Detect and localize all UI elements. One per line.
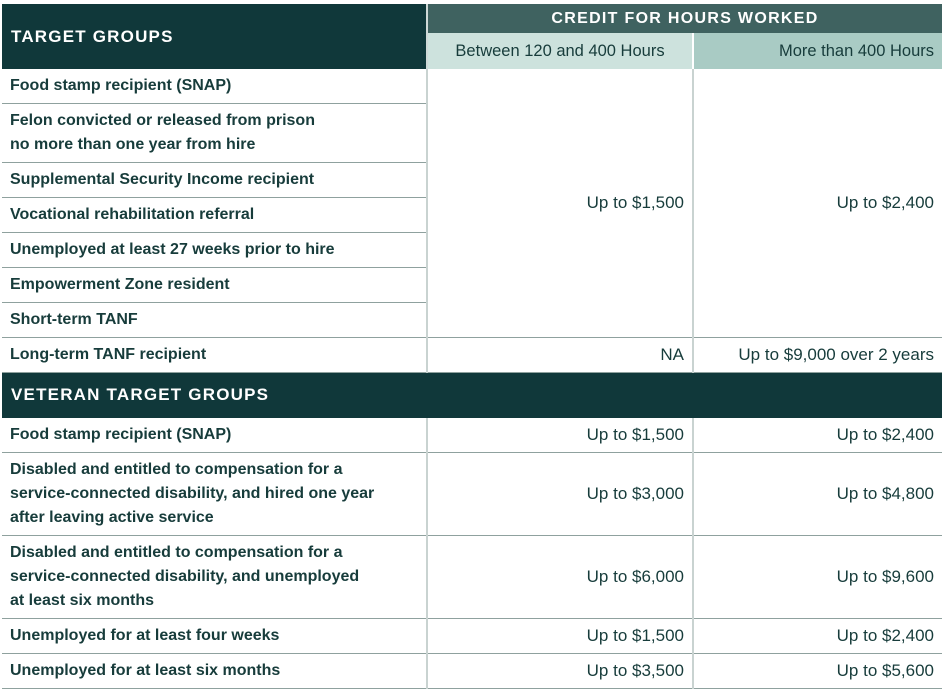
table-row: [2, 338, 942, 373]
row-label: Supplemental Security Income recipient: [2, 163, 427, 198]
value-more: Up to $4,800: [693, 452, 942, 535]
row-label: Empowerment Zone resident: [2, 268, 427, 303]
value-between: Up to $3,500: [427, 653, 693, 688]
row-label-line: Disabled and entitled to compensation for a: [10, 543, 343, 561]
row-label-line: after leaving active service: [10, 508, 214, 526]
table-row: [2, 418, 942, 453]
row-label: [2, 452, 427, 535]
row-label: Short-term TANF: [2, 303, 427, 338]
value-more: Up to $5,600: [693, 653, 942, 688]
value-between: Up to $3,000: [427, 452, 693, 535]
value-between: Up to $6,000: [427, 535, 693, 618]
row-label: Food stamp recipient (SNAP): [2, 69, 427, 104]
value-between: Up to $1,500: [427, 418, 693, 453]
row-label: Unemployed for at least six months: [2, 653, 427, 688]
row-label-line: service-connected disability, and unemployed: [10, 567, 360, 585]
value-more: Up to $2,400: [693, 418, 942, 453]
value-more: Up to $9,000 over 2 years: [693, 338, 942, 373]
value-between: Up to $1,500: [427, 618, 693, 653]
row-label-line: service-connected disability, and hired one year: [10, 484, 375, 502]
row-label: [2, 535, 427, 618]
row-label: [2, 104, 427, 163]
row-label: Vocational rehabilitation referral: [2, 198, 427, 233]
wotc-credit-table: [2, 4, 942, 689]
table-row: [2, 452, 942, 535]
credit-for-hours-header: CREDIT FOR HOURS WORKED: [427, 4, 942, 33]
column-header-between-120-400: Between 120 and 400 Hours: [427, 33, 693, 69]
table-row: [2, 69, 942, 104]
value-more: Up to $9,600: [693, 535, 942, 618]
value-between: NA: [427, 338, 693, 373]
row-label-line: Felon convicted or released from prison: [10, 112, 315, 129]
value-more: Up to $2,400: [693, 618, 942, 653]
row-label-line: no more than one year from hire: [10, 136, 256, 153]
row-label: Long-term TANF recipient: [2, 338, 427, 373]
merged-value-between: Up to $1,500: [427, 69, 693, 338]
table-row: [2, 653, 942, 688]
table-row: [2, 535, 942, 618]
row-label-line: Disabled and entitled to compensation for a: [10, 460, 343, 478]
table-row: [2, 618, 942, 653]
veteran-section-header: VETERAN TARGET GROUPS: [2, 373, 942, 418]
merged-value-more: Up to $2,400: [693, 69, 942, 338]
row-label: Unemployed at least 27 weeks prior to hire: [2, 233, 427, 268]
target-groups-header: TARGET GROUPS: [2, 4, 427, 69]
row-label-line: at least six months: [10, 591, 155, 609]
row-label: Unemployed for at least four weeks: [2, 618, 427, 653]
row-label: Food stamp recipient (SNAP): [2, 418, 427, 453]
column-header-more-than-400: More than 400 Hours: [693, 33, 942, 69]
